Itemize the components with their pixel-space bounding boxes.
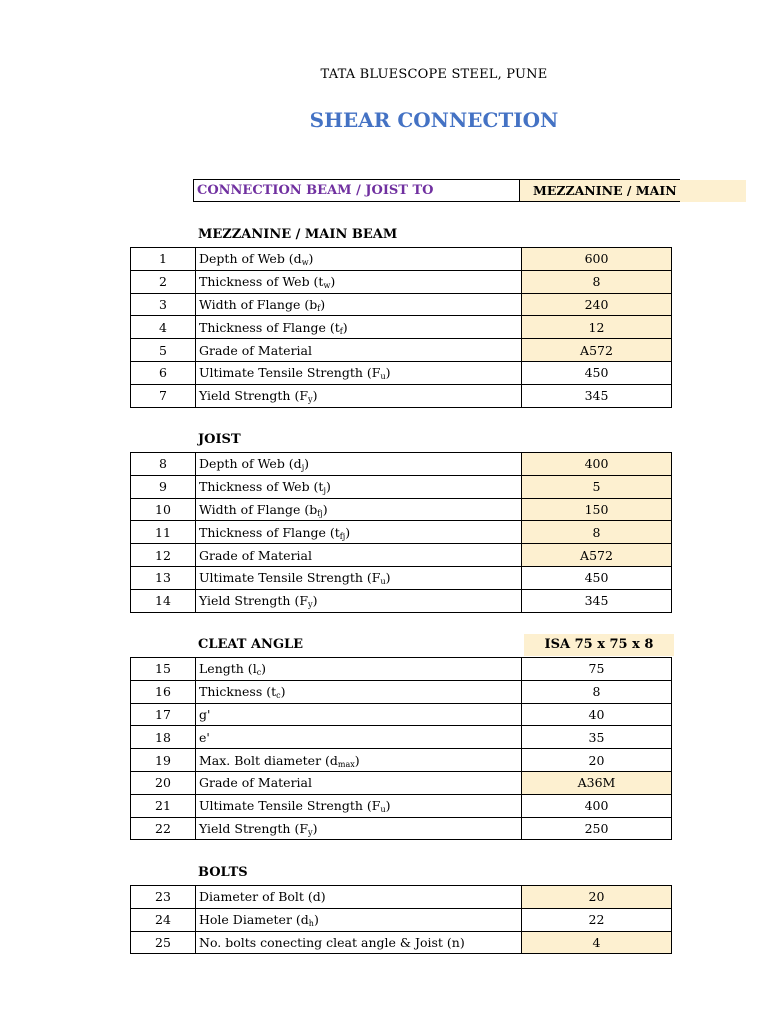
row-number: 12	[131, 544, 196, 567]
parameter-label	[196, 361, 522, 384]
parameter-close: )	[312, 388, 318, 404]
parameter-symbol: d	[293, 251, 302, 267]
parameter-text: Thickness of Web (	[199, 479, 319, 495]
parameter-text: Yield Strength (	[199, 593, 300, 609]
parameter-close: )	[320, 296, 326, 312]
parameter-text: Thickness of Web (	[199, 274, 319, 290]
parameter-symbol: t	[334, 319, 340, 335]
parameter-symbol: b	[309, 501, 318, 517]
parameter-close: )	[342, 319, 348, 335]
computed-value-cell: 40	[522, 703, 672, 726]
parameter-text: g'	[199, 706, 211, 722]
input-value-cell[interactable]: 8	[522, 521, 672, 544]
parameter-symbol: d	[329, 752, 338, 768]
cleat-angle-size-cell[interactable]: ISA 75 x 75 x 8	[524, 634, 674, 656]
input-value-cell[interactable]: 5	[522, 475, 672, 498]
parameter-subscript: max	[337, 759, 355, 769]
row-number: 15	[131, 658, 196, 681]
computed-value-cell: 345	[522, 589, 672, 612]
parameter-close: )	[308, 251, 314, 267]
row-number: 22	[131, 817, 196, 840]
row-number: 9	[131, 475, 196, 498]
parameter-symbol: F	[299, 388, 309, 404]
parameter-label	[196, 339, 522, 362]
input-value-cell[interactable]: 150	[522, 498, 672, 521]
parameter-subscript: f	[339, 326, 343, 336]
parameter-subscript: fj	[339, 531, 346, 541]
row-number: 17	[131, 703, 196, 726]
parameter-label	[196, 749, 522, 772]
table-row	[131, 453, 672, 476]
table-row	[131, 475, 672, 498]
input-value-cell[interactable]: 400	[522, 453, 672, 476]
parameter-subscript: u	[380, 577, 386, 587]
row-number: 8	[131, 453, 196, 476]
parameter-label	[196, 293, 522, 316]
row-number: 18	[131, 726, 196, 749]
parameter-close: )	[385, 570, 391, 586]
parameter-symbol: d	[293, 456, 302, 472]
parameter-text: Thickness (	[199, 684, 272, 700]
parameter-close: )	[325, 479, 331, 495]
computed-value-cell: 400	[522, 794, 672, 817]
parameter-label	[196, 270, 522, 293]
computed-value-cell: 75	[522, 658, 672, 681]
table-row	[131, 886, 672, 909]
table-row	[131, 248, 672, 271]
row-number: 2	[131, 270, 196, 293]
table-row	[131, 498, 672, 521]
table-row	[131, 566, 672, 589]
parameter-text: Yield Strength (	[199, 820, 300, 836]
parameter-text: Grade of Material	[199, 547, 313, 563]
parameter-close: )	[312, 820, 318, 836]
parameter-text: Thickness of Flange (	[199, 524, 335, 540]
parameter-subscript: w	[301, 258, 309, 268]
parameter-subscript: y	[308, 395, 313, 405]
table-row	[131, 794, 672, 817]
parameter-symbol: t	[318, 274, 324, 290]
table-row	[131, 316, 672, 339]
row-number: 6	[131, 361, 196, 384]
parameter-close: )	[322, 501, 328, 517]
section-title-cleat-angle: CLEAT ANGLE	[198, 637, 304, 652]
section-title-main-beam: MEZZANINE / MAIN BEAM	[198, 227, 398, 242]
row-number: 19	[131, 749, 196, 772]
computed-value-cell: 250	[522, 817, 672, 840]
parameter-label	[196, 566, 522, 589]
parameter-subscript: c	[276, 691, 281, 701]
parameter-close: )	[385, 365, 391, 381]
computed-value-cell: 22	[522, 908, 672, 931]
parameter-text: Ultimate Tensile Strength (	[199, 798, 372, 814]
parameter-text: Ultimate Tensile Strength (	[199, 365, 372, 381]
main-beam-table	[130, 247, 672, 408]
parameter-text: Width of Flange (	[199, 501, 310, 517]
parameter-label	[196, 794, 522, 817]
parameter-close: )	[280, 684, 286, 700]
parameter-label	[196, 384, 522, 407]
parameter-subscript: c	[256, 668, 262, 678]
parameter-label	[196, 817, 522, 840]
connection-label: CONNECTION BEAM / JOIST TO	[194, 180, 520, 202]
parameter-text: Grade of Material	[199, 342, 313, 358]
input-value-cell[interactable]: A572	[522, 339, 672, 362]
parameter-text: Width of Flange (	[199, 296, 310, 312]
parameter-text: Diameter of Bolt (d)	[199, 889, 326, 905]
connection-value-cell[interactable]: MEZZANINE / MAIN	[520, 180, 680, 202]
row-number: 3	[131, 293, 196, 316]
parameter-subscript: f	[317, 303, 321, 313]
parameter-symbol: l	[252, 661, 257, 677]
parameter-label	[196, 498, 522, 521]
parameter-text: Yield Strength (	[199, 388, 300, 404]
parameter-label	[196, 316, 522, 339]
table-row	[131, 293, 672, 316]
company-name: TATA BLUESCOPE STEEL, PUNE	[320, 67, 548, 82]
table-row	[131, 384, 672, 407]
parameter-label	[196, 658, 522, 681]
table-row	[131, 703, 672, 726]
row-number: 16	[131, 680, 196, 703]
parameter-symbol: t	[318, 479, 324, 495]
computed-value-cell: 20	[522, 749, 672, 772]
parameter-label	[196, 589, 522, 612]
row-number: 21	[131, 794, 196, 817]
parameter-label	[196, 521, 522, 544]
computed-value-cell: 345	[522, 384, 672, 407]
input-value-cell[interactable]: 20	[522, 886, 672, 909]
parameter-label	[196, 475, 522, 498]
parameter-label	[196, 931, 522, 954]
parameter-close: )	[385, 798, 391, 814]
parameter-text: No. bolts conecting cleat angle & Joist (n)	[199, 934, 465, 950]
computed-value-cell: 450	[522, 566, 672, 589]
table-row	[131, 544, 672, 567]
row-number: 11	[131, 521, 196, 544]
parameter-close: )	[330, 274, 336, 290]
parameter-text: Max. Bolt diameter (	[199, 752, 330, 768]
parameter-symbol: d	[300, 912, 309, 928]
page-title: SHEAR CONNECTION	[309, 108, 559, 132]
parameter-label	[196, 908, 522, 931]
parameter-subscript: y	[308, 600, 313, 610]
parameter-label	[196, 453, 522, 476]
parameter-label	[196, 703, 522, 726]
table-row	[131, 361, 672, 384]
table-row	[131, 931, 672, 954]
table-row	[131, 908, 672, 931]
parameter-label	[196, 544, 522, 567]
parameter-symbol: F	[371, 798, 381, 814]
row-number: 20	[131, 771, 196, 794]
input-value-cell[interactable]: 8	[522, 270, 672, 293]
table-row	[131, 270, 672, 293]
parameter-symbol: F	[371, 570, 381, 586]
table-row	[131, 817, 672, 840]
input-value-cell[interactable]: 12	[522, 316, 672, 339]
parameter-text: e'	[199, 729, 210, 745]
parameter-subscript: h	[308, 919, 314, 929]
parameter-subscript: j	[323, 486, 326, 496]
section-title-bolts: BOLTS	[198, 865, 248, 880]
parameter-text: Length (	[199, 661, 253, 677]
cleat-angle-table	[130, 657, 672, 840]
computed-value-cell: 8	[522, 680, 672, 703]
row-number: 1	[131, 248, 196, 271]
joist-table	[130, 452, 672, 613]
parameter-text: Grade of Material	[199, 775, 313, 791]
input-value-cell[interactable]: A572	[522, 544, 672, 567]
parameter-symbol: F	[371, 365, 381, 381]
parameter-text: Depth of Web (	[199, 456, 294, 472]
parameter-close: )	[261, 661, 267, 677]
input-value-cell[interactable]: 4	[522, 931, 672, 954]
parameter-symbol: F	[299, 593, 309, 609]
bolts-table	[130, 885, 672, 954]
input-value-cell[interactable]: 600	[522, 248, 672, 271]
parameter-close: )	[354, 752, 360, 768]
section-title-joist: JOIST	[198, 432, 241, 447]
parameter-subscript: j	[301, 463, 305, 473]
row-number: 4	[131, 316, 196, 339]
row-number: 5	[131, 339, 196, 362]
row-number: 25	[131, 931, 196, 954]
parameter-symbol: F	[299, 820, 309, 836]
parameter-label	[196, 771, 522, 794]
row-number: 24	[131, 908, 196, 931]
parameter-text: Hole Diameter (	[199, 912, 301, 928]
parameter-label	[196, 680, 522, 703]
parameter-symbol: b	[309, 296, 318, 312]
parameter-subscript: u	[380, 372, 386, 382]
parameter-close: )	[313, 912, 319, 928]
parameter-label	[196, 886, 522, 909]
table-row	[131, 339, 672, 362]
row-number: 7	[131, 384, 196, 407]
connection-table	[193, 179, 746, 202]
parameter-close: )	[312, 593, 318, 609]
input-value-cell[interactable]: A36M	[522, 771, 672, 794]
table-row	[131, 749, 672, 772]
input-value-cell[interactable]: 240	[522, 293, 672, 316]
connection-value-overflow	[680, 180, 746, 202]
parameter-symbol: t	[334, 524, 340, 540]
parameter-subscript: y	[308, 827, 313, 837]
parameter-text: Depth of Web (	[199, 251, 294, 267]
parameter-label	[196, 248, 522, 271]
parameter-close: )	[304, 456, 310, 472]
computed-value-cell: 450	[522, 361, 672, 384]
parameter-label	[196, 726, 522, 749]
parameter-subscript: u	[380, 805, 386, 815]
row-number: 13	[131, 566, 196, 589]
parameter-subscript: w	[323, 281, 331, 291]
computed-value-cell: 35	[522, 726, 672, 749]
parameter-symbol: t	[271, 684, 277, 700]
parameter-close: )	[345, 524, 351, 540]
table-row	[131, 726, 672, 749]
table-row	[131, 771, 672, 794]
parameter-text: Ultimate Tensile Strength (	[199, 570, 372, 586]
row-number: 10	[131, 498, 196, 521]
table-row	[131, 680, 672, 703]
table-row	[131, 658, 672, 681]
parameter-subscript: fj	[317, 508, 323, 518]
row-number: 14	[131, 589, 196, 612]
table-row	[131, 521, 672, 544]
row-number: 23	[131, 886, 196, 909]
parameter-text: Thickness of Flange (	[199, 319, 335, 335]
table-row	[131, 589, 672, 612]
